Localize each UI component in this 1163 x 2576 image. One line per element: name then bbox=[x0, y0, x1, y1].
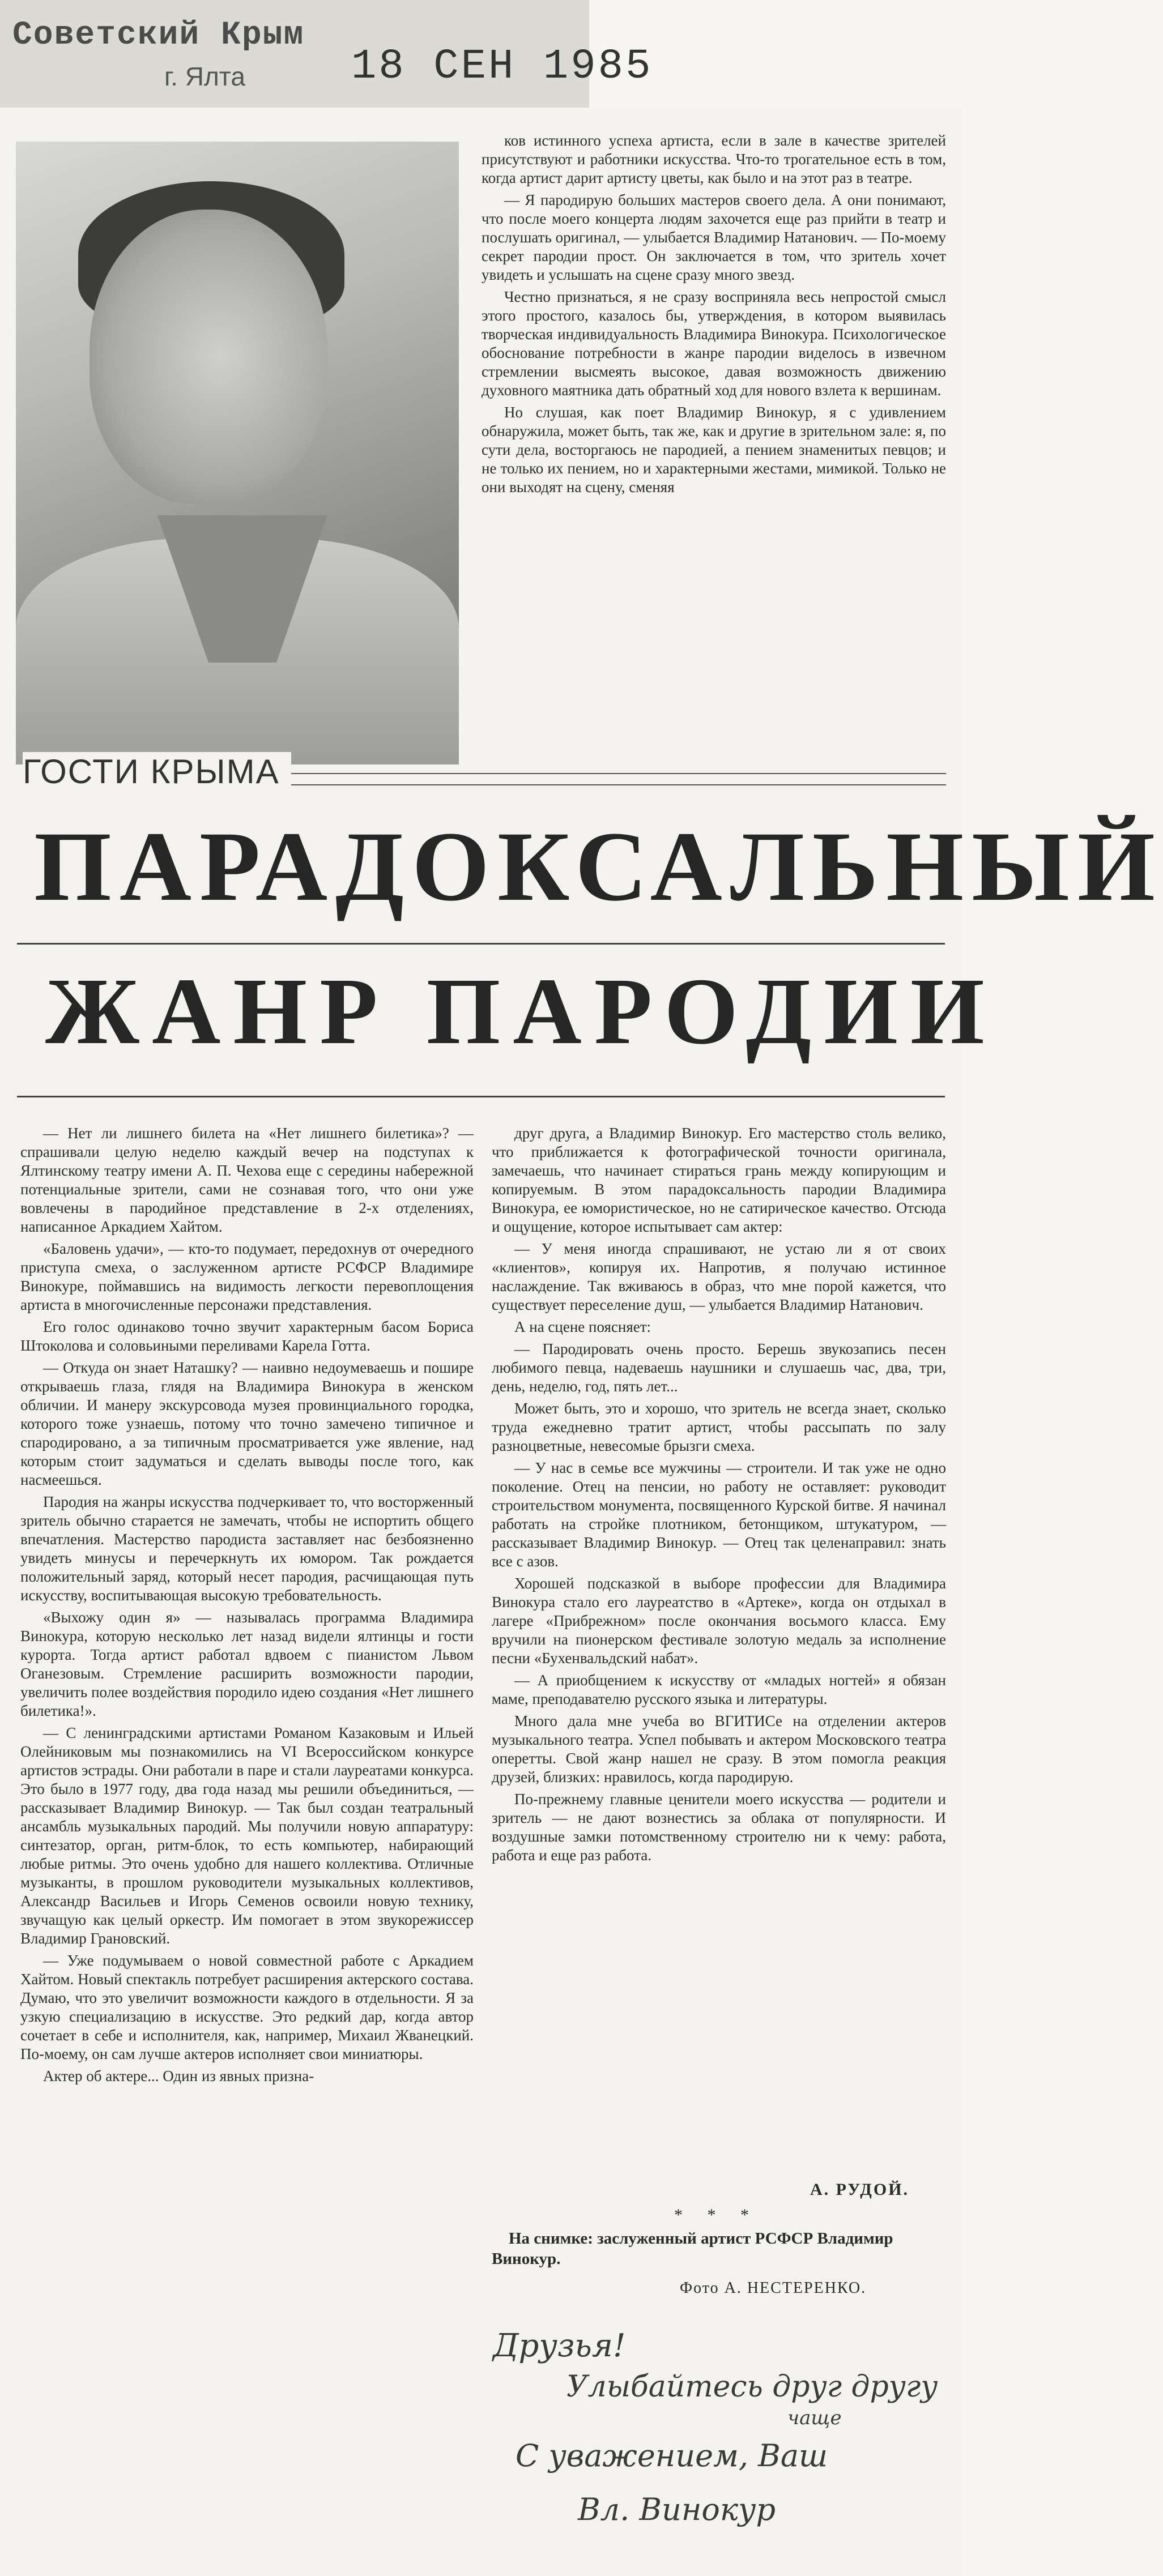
article-column-right bbox=[492, 1124, 946, 2183]
paragraph: — У меня иногда спрашивают, не устаю ли я от своих «клиентов», копируя их. Напротив, я получаю истинное наслаждение. Так вживаюсь в образ, что мне порой кажется, что существует переселение душ, — улыбается Владимир Натанович. bbox=[492, 1240, 946, 1313]
paragraph: Хорошей подсказкой в выборе профессии для Владимира Винокура стало его лауреатство в «Артеке», когда он отдыхал в лагере «Прибрежном» после окончания восьмого класса. Ему вручили на пионерском фестивале золотую медаль за исполнение песни «Бухенвальдский набат». bbox=[492, 1575, 946, 1667]
newspaper-city: г. Ялта bbox=[164, 62, 245, 91]
headline-line-2: ЖАНР ПАРОДИИ bbox=[45, 959, 997, 1064]
inscription-line: С уважением, Ваш bbox=[516, 2438, 828, 2474]
paragraph: — С ленинградскими артистами Романом Казаковым и Ильей Олейниковым мы познакомились на VI Всероссийском конкурсе артистов эстрады. Они работали в паре и стали лауреатами конкурса. Это было в 1977 году, два года назад мы решили объединиться, — рассказывает Владимир Винокур. — Так был создан театральный ансамбль музыкальных пародий. Мы получили новую аппаратуру: синтезатор, орган, ритм-блок, то есть компьютер, набирающий любые ритмы. Это очень удобно для нашего коллектива. Отличные музыканты, в прошлом руководители музыкальных коллективов, Александр Васильев и Игорь Семенов освоили новую технику, звучащую как целый оркестр. Им помогает в этом звукорежиссер Владимир Грановский. bbox=[20, 1724, 474, 1947]
paragraph: — Нет ли лишнего билета на «Нет лишнего билетика»? — спрашивали целую неделю каждый вечер на подступах к Ялтинскому театру имени А. П. Чехова еще с середины набережной потенциальные зрители, сами не сознавая того, что они уже вовлечены в пародийное представление в 2-х отделениях, написанное Аркадием Хайтом. bbox=[20, 1125, 474, 1235]
newspaper-name: Советский Крым bbox=[12, 17, 305, 54]
portrait-photo bbox=[16, 142, 459, 742]
paragraph: друг друга, а Владимир Винокур. Его мастерство столь велико, что приближается к фотографической точности оригинала, замечаешь, что начинает стираться грань между копирующим и копируемым. В этом парадоксальность пародии Владимира Винокура, ее юмористическое, но не сатирическое качество. Отсюда и ощущение, которое испытывает сам актер: bbox=[492, 1125, 946, 1235]
paragraph: — А приобщением к искусству от «младых ногтей» я обязан маме, преподавателю русского языка и литературы. bbox=[492, 1672, 946, 1707]
paragraph: Пародия на жанры искусства подчеркивает то, что восторженный зритель обычно старается не замечать, чтобы не испортить общего впечатления. Мастерство пародиста заставляет нас безбоязненно увидеть минусы и перечеркнуть их юмором. Так рождается положительный заряд, который несет пародия, расчищающая путь искусству, воспитывающая высокую требовательность. bbox=[20, 1493, 474, 1604]
inscription-line: Вл. Винокур bbox=[578, 2492, 776, 2527]
clipping-label bbox=[0, 0, 653, 109]
paragraph: Но слушая, как поет Владимир Винокур, я с удивлением обнаружила, может быть, так же, как и другие в зрительном зале: я, по сути дела, восторгаюсь не пародией, а пением знаменитых певцов; и не только их пением, но и характерными жестами, мимикой. Только не они выходят на сцену, сменяя bbox=[482, 404, 946, 495]
paragraph: Честно признаться, я не сразу восприняла весь непростой смысл этого простого, казалось бы, утверждения, в котором выявилась творческая индивидуальность Владимира Винокура. Психологическое обоснование потребности в жанре пародии виделось в извечном стремлении высмеять высокое, давая возможность движению духовного маятника дать обратный ход для нового взлета к вершинам. bbox=[482, 288, 946, 399]
paragraph: «Баловень удачи», — кто-то подумает, передохнув от очередного приступа смеха, о заслуженном артисте РСФСР Владимире Винокуре, поймавшись на видимость легкости перевоплощения артиста в многочисленные персонажи представления. bbox=[20, 1240, 474, 1313]
photo-caption: На снимке: заслуженный артист РСФСР Владимир Винокур. bbox=[492, 2229, 893, 2268]
paragraph: — У нас в семье все мужчины — строители. И так уже не одно поколение. Отец на пенсии, но работу не оставляет: руководит строительством монумента, посвященного Курской битве. Я начинал работать на стройке плотником, бетонщиком, штукатуром, — рассказывает Владимир Винокур. — Отец так целенаправил: знать все с азов. bbox=[492, 1459, 946, 1570]
headline-bottom-rule bbox=[17, 1096, 945, 1097]
inscription-line: Друзья! bbox=[493, 2327, 626, 2364]
paragraph: ков истинного успеха артиста, если в зале в качестве зрителей присутствуют и работники искусства. Что-то трогательное есть в том, когда артист дарит артисту цветы, как было и на этот раз в театре. bbox=[482, 132, 946, 186]
paragraph: — Я пародирую больших мастеров своего дела. А они понимают, что после моего концерта людям захочется еще раз прийти в театр и послушать оригинал, — улыбается Владимир Натанович. — По-моему секрет пародии прост. Он заключается в том, что зритель хочет увидеть и услышать на сцене сразу много звезд. bbox=[482, 191, 946, 283]
paragraph: — Откуда он знает Наташку? — наивно недоумеваешь и пошире открываешь глаза, глядя на Владимира Винокура в женском обличии. И манеру экскурсовода музея провинциального городка, которого тоже узнаешь, потому что точно замечено типичное и спародировано, а за типичным просматривается уже явление, над которым стоит задуматься и сделать выводы после того, как насмеешься. bbox=[20, 1359, 474, 1488]
article-column-left bbox=[20, 1124, 474, 2560]
paragraph: Много дала мне учеба во ВГИТИСе на отделении актеров музыкального театра. Успел побывать и актером Московского театра оперетты. Свой жанр нашел не сразу. В этом помогла реакция друзей, близких: нравилось, когда пародирую. bbox=[492, 1712, 946, 1785]
author-signature: А. РУДОЙ. bbox=[810, 2180, 910, 2199]
section-stars: * * * bbox=[674, 2206, 759, 2224]
inscription-line: чаще bbox=[787, 2407, 842, 2429]
date-stamp: 18 СЕН 1985 bbox=[351, 43, 653, 91]
paragraph: Его голос одинаково точно звучит характерным басом Бориса Штоколова и соловьиными переливами Карела Готта. bbox=[20, 1318, 474, 1354]
headline-divider bbox=[17, 943, 945, 945]
photo-credit: Фото А. НЕСТЕРЕНКО. bbox=[680, 2279, 867, 2297]
inscription-line: Улыбайтесь друг другу bbox=[566, 2370, 938, 2404]
rubric: ГОСТИ КРЫМА bbox=[23, 752, 291, 791]
handwritten-inscription bbox=[493, 2327, 940, 2565]
paragraph: А на сцене поясняет: bbox=[514, 1318, 651, 1335]
paragraph: Актер об актере... Один из явных призна- bbox=[43, 2067, 314, 2084]
paragraph: — Пародировать очень просто. Берешь звукозапись песен любимого певца, надеваешь наушники и слушаешь час, два, три, день, неделю, год, пять лет... bbox=[492, 1340, 946, 1395]
paragraph: По-прежнему главные ценители моего искусства — родители и зритель — не дают вознестись за облака от популярности. И воздушные замки потомственному строителю ни к чему: работа, работа и еще раз работа. bbox=[492, 1791, 946, 1864]
headline-line-1: ПАРАДОКСАЛЬНЫЙ bbox=[34, 811, 1163, 922]
paragraph: «Выхожу один я» — называлась программа Владимира Винокура, которую несколько лет назад видели ялтинцы и гости курорта. Тогда артист работал вдвоем с пианистом Львом Оганезовым. Стремление расширить возможности пародии, увеличить полее воздействия породило идею создания «Нет лишнего билетика!». bbox=[20, 1609, 474, 1719]
photo-face bbox=[90, 210, 327, 504]
paragraph: Может быть, это и хорошо, что зритель не всегда знает, сколько труда ежедневно тратит артист, чтобы рассыпать по залу разноцветные, невесомые брызги смеха. bbox=[492, 1400, 946, 1454]
paragraph: — Уже подумываем о новой совместной работе с Аркадием Хайтом. Новый спектакль потребует расширения актерского состава. Думаю, что это увеличит возможности каждого в отдельности. Я за узкую специализацию в искусстве. Это редкий дар, когда автор сочетает в себе и исполнителя, как, например, Михаил Жванецкий. По-моему, он сам лучше актеров исполняет свои миниатюры. bbox=[20, 1952, 474, 2062]
article-column-top-right bbox=[482, 131, 946, 754]
